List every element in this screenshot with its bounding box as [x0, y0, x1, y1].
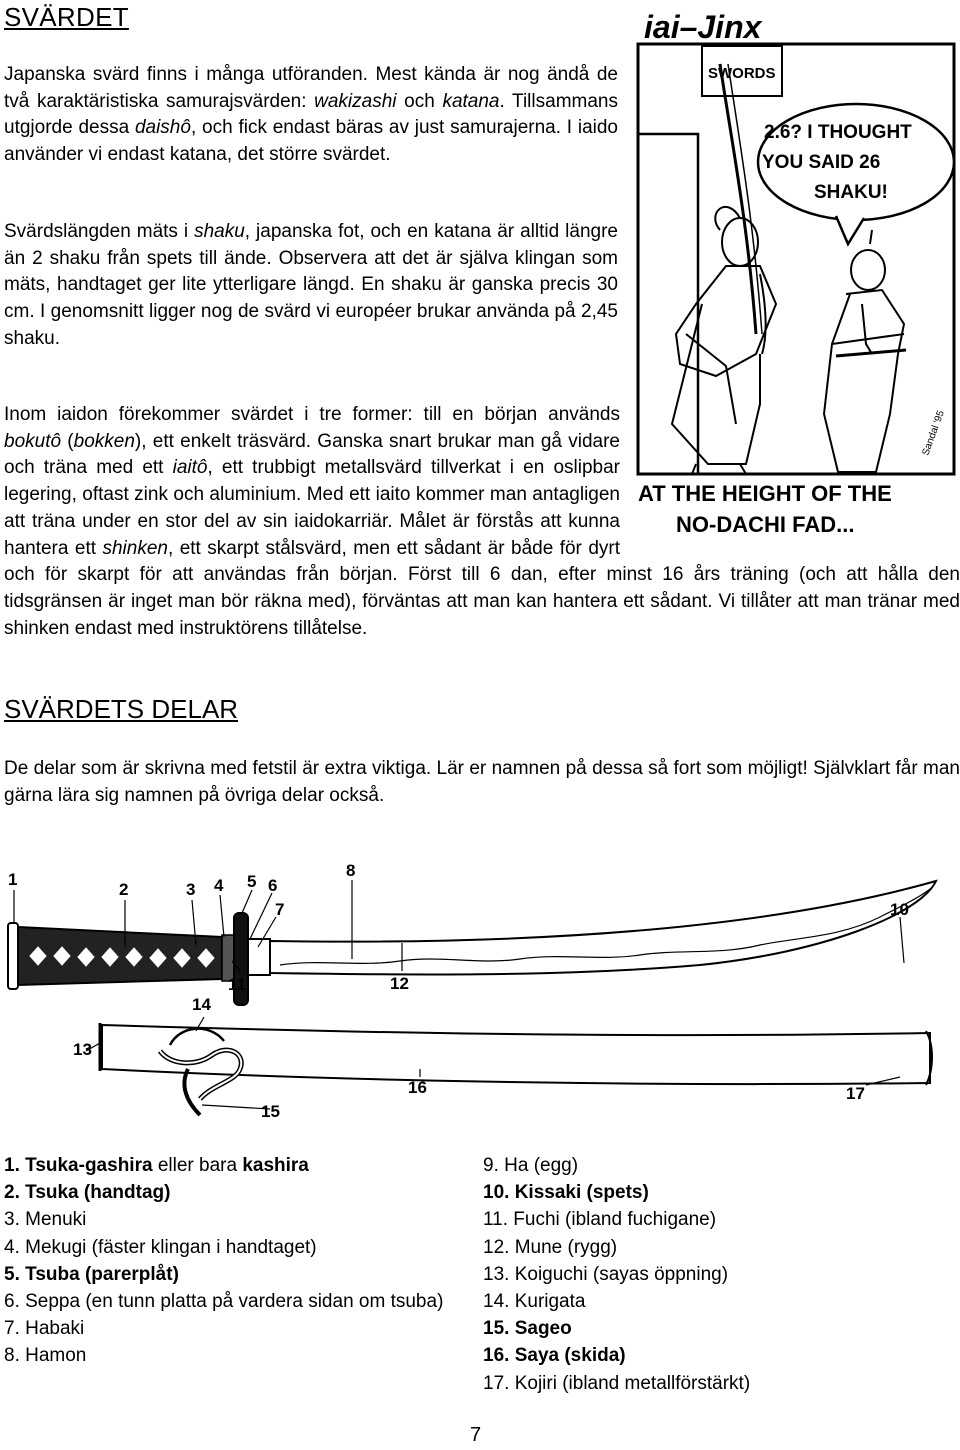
label-1: 1: [8, 870, 18, 889]
part-item: 6. Seppa (en tunn platta på vardera sidan om tsuba): [4, 1291, 444, 1313]
speech-line-1: 2.6? I THOUGHT: [764, 122, 912, 143]
forms-paragraph: Inom iaidon förekommer svärdet i tre former: till en början används bokutô (bokken), ett enkelt träsvärd. Ganska snart brukar man gå vidare och träna med ett iaitô, ett trubbigt metallsvärd tillverkat i en oslipbar legering, oftast zink och aluminium. Med ett iaito kommer man antagligen att träna under en stor del av sin iaidokarriär. Målet är förstås att kunna hantera ett shinken, ett skarpt stålsvärd, men ett sådant är både för dyrt och för skarpt för att användas från början. Först till 6 dan, efter minst 16 års träning (och att hålla den tidsgränsen är inget man bör räkna med), förväntas att man kan hantera ett sådant. Vi tillåter att man tränar med shinken endast med instruktörens tillåtelse.: [4, 404, 960, 639]
part-item: 1. Tsuka-gashira eller bara kashira: [4, 1155, 309, 1176]
saya-shape: [102, 1025, 930, 1084]
parts-list-left: [4, 1152, 484, 1370]
label-6: 6: [268, 876, 278, 895]
part-item: 4. Mekugi (fäster klingan i handtaget): [4, 1236, 317, 1258]
part-item: 11. Fuchi (ibland fuchigane): [483, 1209, 717, 1231]
comic-signature: Sandal '95: [920, 409, 947, 458]
sword-diagram: [0, 855, 960, 1130]
caption-line-2: NO-DACHI FAD...: [676, 512, 855, 537]
part-item: 13. Koiguchi (sayas öppning): [483, 1263, 729, 1285]
part-item: 9. Ha (egg): [483, 1155, 579, 1176]
page-title: SVÄRDET: [4, 2, 129, 32]
label-15: 15: [261, 1102, 280, 1121]
part-item: 17. Kojiri (ibland metallförstärkt): [483, 1372, 751, 1394]
kashira-shape: [8, 923, 18, 989]
label-7: 7: [275, 900, 285, 919]
speech-line-3: SHAKU!: [814, 182, 888, 203]
caption-line-1: AT THE HEIGHT OF THE: [638, 481, 892, 506]
length-paragraph: Svärdslängden mäts i shaku, japanska fot, och en katana är alltid längre än 2 shaku från spets till ände. Observera att det är själva klingan som mäts, handtaget ger lite ytterligare längd. En shaku är ganska precis 30 cm. I genomsnitt ligger nog de svärd vi européer brukar använda på 2,45 shaku.: [4, 221, 618, 349]
part-item: 8. Hamon: [4, 1345, 87, 1367]
label-10: 10: [890, 900, 909, 919]
label-2: 2: [119, 880, 129, 899]
comic-frame: [638, 44, 954, 474]
label-17: 17: [846, 1084, 865, 1103]
saya-drawing: [100, 1023, 932, 1115]
section-title: SVÄRDETS DELAR: [4, 694, 239, 724]
intro-paragraph: Japanska svärd finns i många utföranden. Mest kända är nog ändå de två karaktäristiska samurajsvärden: wakizashi och katana. Tillsammans utgjorde dessa daishô, och fick endast bäras av just samurajerna. I iaido använder vi endast katana, det större svärdet.: [4, 64, 619, 166]
label-11: 11: [228, 975, 246, 994]
parts-intro-paragraph: De delar som är skrivna med fetstil är extra viktiga. Lär er namnen på dessa så fort som möjligt! Självklart får man gärna lära sig namnen på övriga delar också.: [4, 758, 960, 806]
label-5: 5: [247, 872, 257, 891]
part-item: 16. Saya (skida): [483, 1345, 626, 1367]
katana-drawing: [8, 881, 936, 1005]
page-number: 7: [470, 1424, 482, 1446]
part-item: 14. Kurigata: [483, 1291, 586, 1313]
part-item: 12. Mune (rygg): [483, 1236, 618, 1258]
part-item: 15. Sageo: [483, 1318, 572, 1340]
label-4: 4: [214, 876, 224, 895]
label-16: 16: [408, 1078, 427, 1097]
comic-title: iai–Jinx: [644, 9, 762, 45]
label-3: 3: [186, 880, 196, 899]
part-item: 2. Tsuka (handtag): [4, 1182, 171, 1204]
part-item: 10. Kissaki (spets): [483, 1182, 649, 1204]
label-8: 8: [346, 861, 356, 880]
label-12: 12: [390, 974, 409, 993]
parts-list-right: [483, 1152, 953, 1397]
label-14: 14: [192, 995, 211, 1014]
speech-line-2: YOU SAID 26: [762, 152, 881, 173]
comic-illustration: [636, 4, 960, 548]
part-item: 5. Tsuba (parerplåt): [4, 1263, 179, 1285]
part-item: 7. Habaki: [4, 1318, 85, 1340]
label-13: 13: [73, 1040, 92, 1059]
sign-text: SWORDS: [708, 65, 776, 82]
tsuka-shape: [18, 927, 222, 985]
part-item: 3. Menuki: [4, 1209, 87, 1231]
blade-shape: [270, 881, 936, 975]
